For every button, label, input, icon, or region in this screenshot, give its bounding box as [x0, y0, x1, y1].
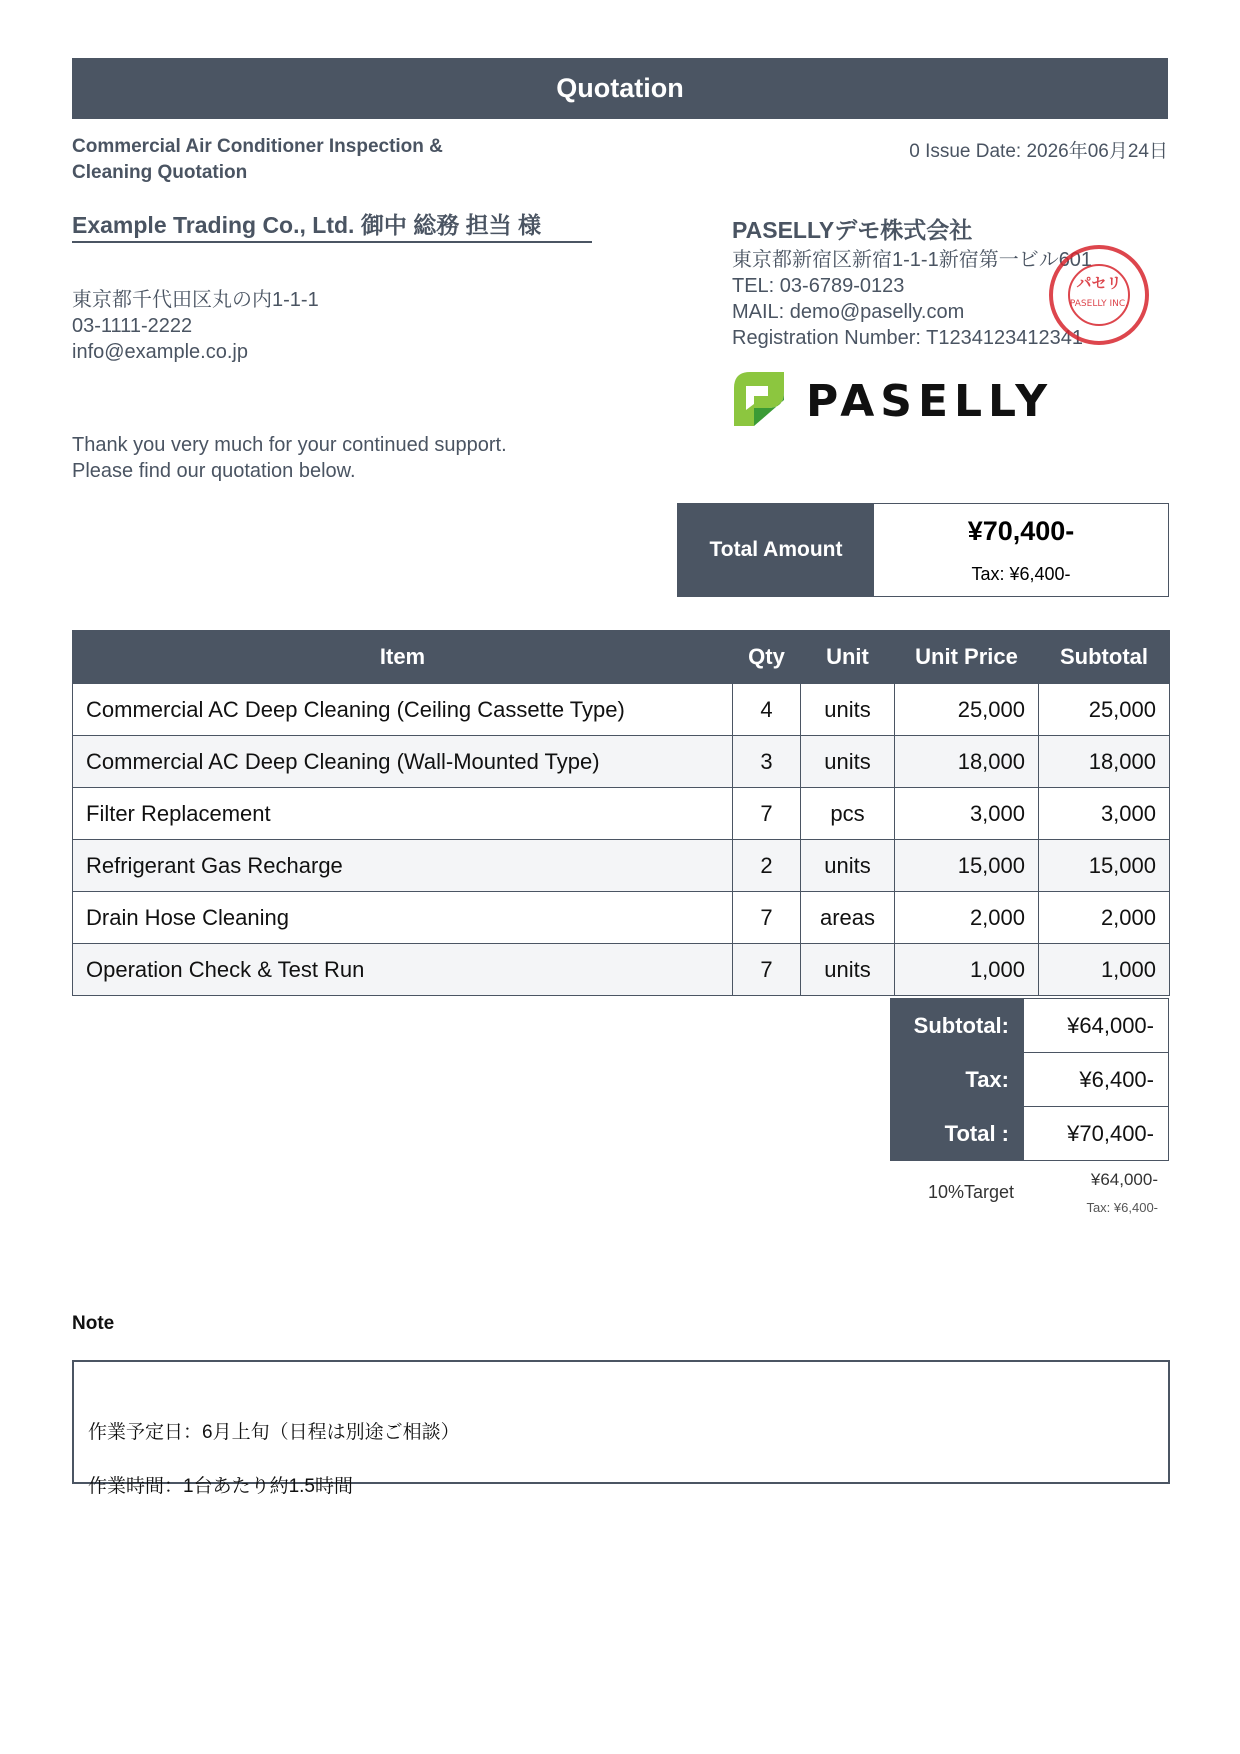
summary-total-label: Total : — [891, 1107, 1024, 1161]
row-unit-price: 1,000 — [895, 944, 1039, 996]
row-qty: 7 — [733, 944, 801, 996]
row-qty: 4 — [733, 684, 801, 736]
row-unit-price: 25,000 — [895, 684, 1039, 736]
row-item: Commercial AC Deep Cleaning (Wall-Mounted Type) — [73, 736, 733, 788]
row-subtotal: 2,000 — [1039, 892, 1170, 944]
row-item: Commercial AC Deep Cleaning (Ceiling Cassette Type) — [73, 684, 733, 736]
issue-date-label: Issue Date: — [925, 141, 1022, 162]
logo-wordmark: PASELLY — [806, 376, 1054, 427]
client-phone: 03-1111-2222 — [72, 315, 193, 337]
total-amount-value: ¥70,400- — [967, 516, 1075, 546]
row-unit-price: 3,000 — [895, 788, 1039, 840]
header-qty: Qty — [733, 630, 801, 684]
client-email: info@example.co.jp — [72, 341, 248, 363]
company-seal-icon — [1044, 240, 1154, 350]
company-tel: TEL: 03-6789-0123 — [732, 275, 905, 297]
company-address: 東京都新宿区新宿1-1-1新宿第一ビル601 — [732, 249, 1093, 271]
line-items-table — [72, 630, 1170, 996]
client-address: 東京都千代田区丸の内1-1-1 — [72, 289, 319, 311]
row-unit-price: 2,000 — [895, 892, 1039, 944]
company-name: PASELLYデモ株式会社 — [732, 217, 973, 243]
seal-inner-text: パセリ — [1076, 274, 1122, 292]
row-item: Operation Check & Test Run — [73, 944, 733, 996]
tax-target-label: 10%Target — [928, 1182, 1015, 1202]
client-name: Example Trading Co., Ltd. 御中 総務 担当 様 — [72, 212, 592, 243]
summary-subtotal-label: Subtotal: — [891, 999, 1024, 1053]
company-logo — [732, 370, 1062, 428]
table-row — [73, 736, 1170, 788]
row-subtotal: 1,000 — [1039, 944, 1170, 996]
row-item: Drain Hose Cleaning — [73, 892, 733, 944]
table-row — [73, 944, 1170, 996]
note-line-1: 作業予定日：6月上旬（日程は別途ご相談） — [88, 1422, 460, 1443]
tax-target-tax: Tax: ¥6,400- — [1086, 1200, 1158, 1215]
summary-table — [890, 998, 1169, 1161]
header-item: Item — [73, 630, 733, 684]
row-unit: units — [801, 736, 895, 788]
row-unit-price: 18,000 — [895, 736, 1039, 788]
total-amount-tax: Tax: ¥6,400- — [971, 564, 1071, 584]
row-unit: areas — [801, 892, 895, 944]
company-info — [732, 247, 1092, 351]
row-qty: 7 — [733, 892, 801, 944]
tax-target-amount: ¥64,000- — [1090, 1170, 1158, 1189]
row-qty: 2 — [733, 840, 801, 892]
row-unit: units — [801, 684, 895, 736]
row-unit: units — [801, 840, 895, 892]
table-row — [73, 684, 1170, 736]
row-unit: pcs — [801, 788, 895, 840]
table-row — [73, 892, 1170, 944]
summary-total-row — [891, 1107, 1169, 1161]
total-amount-label: Total Amount — [678, 504, 874, 596]
seal-outer-text: PASELLY INC. — [1069, 299, 1129, 309]
summary-subtotal-row — [891, 999, 1169, 1053]
summary-tax-row — [891, 1053, 1169, 1107]
row-subtotal: 25,000 — [1039, 684, 1170, 736]
table-row — [73, 788, 1170, 840]
row-subtotal: 3,000 — [1039, 788, 1170, 840]
document-number: 0 — [909, 141, 920, 162]
greeting-line-2: Please find our quotation below. — [72, 460, 356, 482]
note-label: Note — [72, 1313, 115, 1334]
subject-line-2: Cleaning Quotation — [72, 162, 248, 183]
paselly-logo-icon — [732, 370, 1062, 428]
note-text — [88, 1392, 460, 1527]
row-unit-price: 15,000 — [895, 840, 1039, 892]
summary-tax-label: Tax: — [891, 1053, 1024, 1107]
note-line-2: 作業時間：1台あたり約1.5時間 — [88, 1476, 353, 1497]
quotation-subject — [72, 134, 532, 186]
company-registration: Registration Number: T1234123412341 — [732, 327, 1083, 349]
table-row — [73, 840, 1170, 892]
summary-total-value: ¥70,400- — [1024, 1107, 1169, 1161]
note-box — [72, 1360, 1170, 1497]
row-item: Filter Replacement — [73, 788, 733, 840]
row-subtotal: 15,000 — [1039, 840, 1170, 892]
issue-date-value: 2026年06月24日 — [1026, 141, 1168, 162]
header-unit: Unit — [801, 630, 895, 684]
summary-tax-value: ¥6,400- — [1024, 1053, 1169, 1107]
row-qty: 3 — [733, 736, 801, 788]
company-mail: MAIL: demo@paselly.com — [732, 301, 965, 323]
greeting — [72, 432, 507, 484]
row-qty: 7 — [733, 788, 801, 840]
document-title: Quotation — [72, 58, 1168, 119]
header-unit-price: Unit Price — [895, 630, 1039, 684]
row-item: Refrigerant Gas Recharge — [73, 840, 733, 892]
header-subtotal: Subtotal — [1039, 630, 1170, 684]
issue-date — [909, 136, 1168, 163]
table-header-row — [73, 630, 1170, 684]
total-amount-box — [677, 503, 1169, 597]
greeting-line-1: Thank you very much for your continued support. — [72, 434, 507, 456]
row-subtotal: 18,000 — [1039, 736, 1170, 788]
client-info — [72, 287, 319, 365]
row-unit: units — [801, 944, 895, 996]
summary-subtotal-value: ¥64,000- — [1024, 999, 1169, 1053]
subject-line-1: Commercial Air Conditioner Inspection & — [72, 136, 443, 157]
